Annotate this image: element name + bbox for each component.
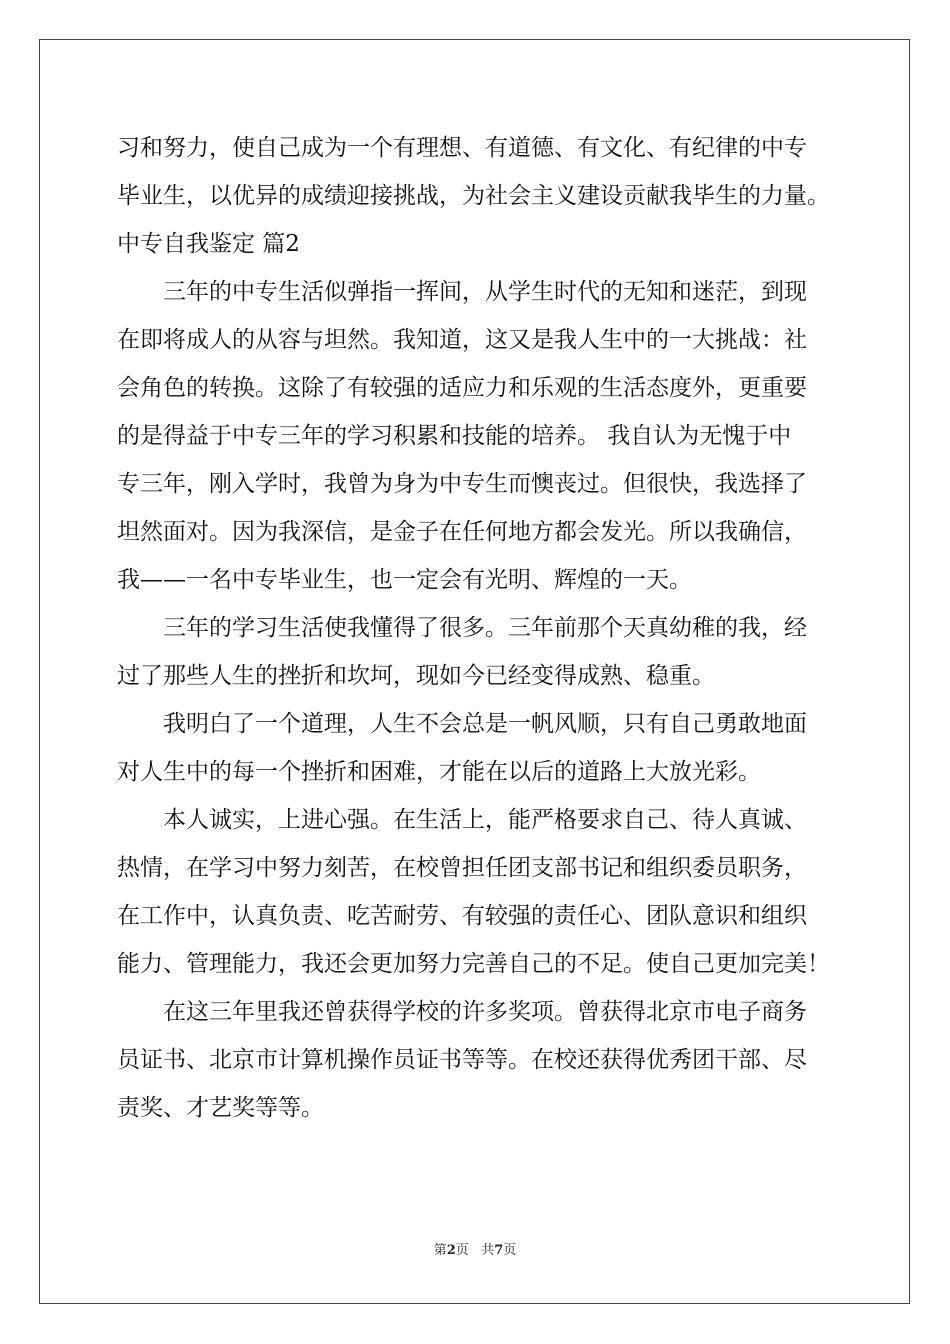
text-line: 员证书、北京市计算机操作员证书等等。在校还获得优秀团干部、尽 — [117, 1047, 807, 1073]
text-line: 对人生中的每一个挫折和困难，才能在以后的道路上大放光彩。 — [117, 759, 761, 785]
text-line: 专三年，刚入学时，我曾为身为中专生而懊丧过。但很快，我选择了 — [117, 471, 807, 497]
document-body — [117, 124, 835, 1132]
text-line: 中专自我鉴定 篇2 — [117, 231, 300, 257]
text-line: 我明白了一个道理，人生不会总是一帆风顺，只有自己勇敢地面 — [163, 711, 807, 737]
page-footer — [0, 1239, 950, 1258]
text-line: 本人诚实，上进心强。在生活上，能严格要求自己、待人真诚、 — [163, 807, 807, 833]
text-line: 责奖、才艺奖等等。 — [117, 1095, 324, 1121]
text-line: 在这三年里我还曾获得学校的许多奖项。曾获得北京市电子商务 — [163, 999, 807, 1025]
text-line: 的是得益于中专三年的学习积累和技能的培养。 我自认为无愧于中 — [117, 423, 792, 449]
text-line: 热情，在学习中努力刻苦，在校曾担任团支部书记和组织委员职务， — [117, 855, 807, 881]
text-line: 坦然面对。因为我深信，是金子在任何地方都会发光。所以我确信， — [117, 519, 807, 545]
text-line: 毕业生，以优异的成绩迎接挑战，为社会主义建设贡献我毕生的力量。 — [117, 183, 830, 209]
footer-page-total: 7 — [494, 1243, 504, 1258]
footer-total-suffix: 页 — [503, 1243, 517, 1258]
text-line: 三年的中专生活似弹指一挥间，从学生时代的无知和迷茫，到现 — [163, 279, 807, 305]
text-line: 我——一名中专毕业生，也一定会有光明、辉煌的一天。 — [117, 567, 692, 593]
text-line: 过了那些人生的挫折和坎坷，现如今已经变得成熟、稳重。 — [117, 663, 715, 689]
text-line: 会角色的转换。这除了有较强的适应力和乐观的生活态度外，更重要 — [117, 375, 807, 401]
text-line: 在即将成人的从容与坦然。我知道，这又是我人生中的一大挑战：社 — [117, 327, 807, 353]
text-line: 在工作中，认真负责、吃苦耐劳、有较强的责任心、团队意识和组织 — [117, 903, 807, 929]
footer-page-suffix: 页 — [455, 1243, 469, 1258]
footer-page-prefix: 第 — [433, 1243, 447, 1258]
text-line: 习和努力，使自己成为一个有理想、有道德、有文化、有纪律的中专 — [117, 135, 807, 161]
footer-total-prefix: 共 — [481, 1243, 495, 1258]
text-line: 三年的学习生活使我懂得了很多。三年前那个天真幼稚的我，经 — [163, 615, 807, 641]
footer-page-current: 2 — [446, 1243, 456, 1258]
text-line: 能力、管理能力，我还会更加努力完善自己的不足。使自己更加完美！ — [117, 951, 830, 977]
